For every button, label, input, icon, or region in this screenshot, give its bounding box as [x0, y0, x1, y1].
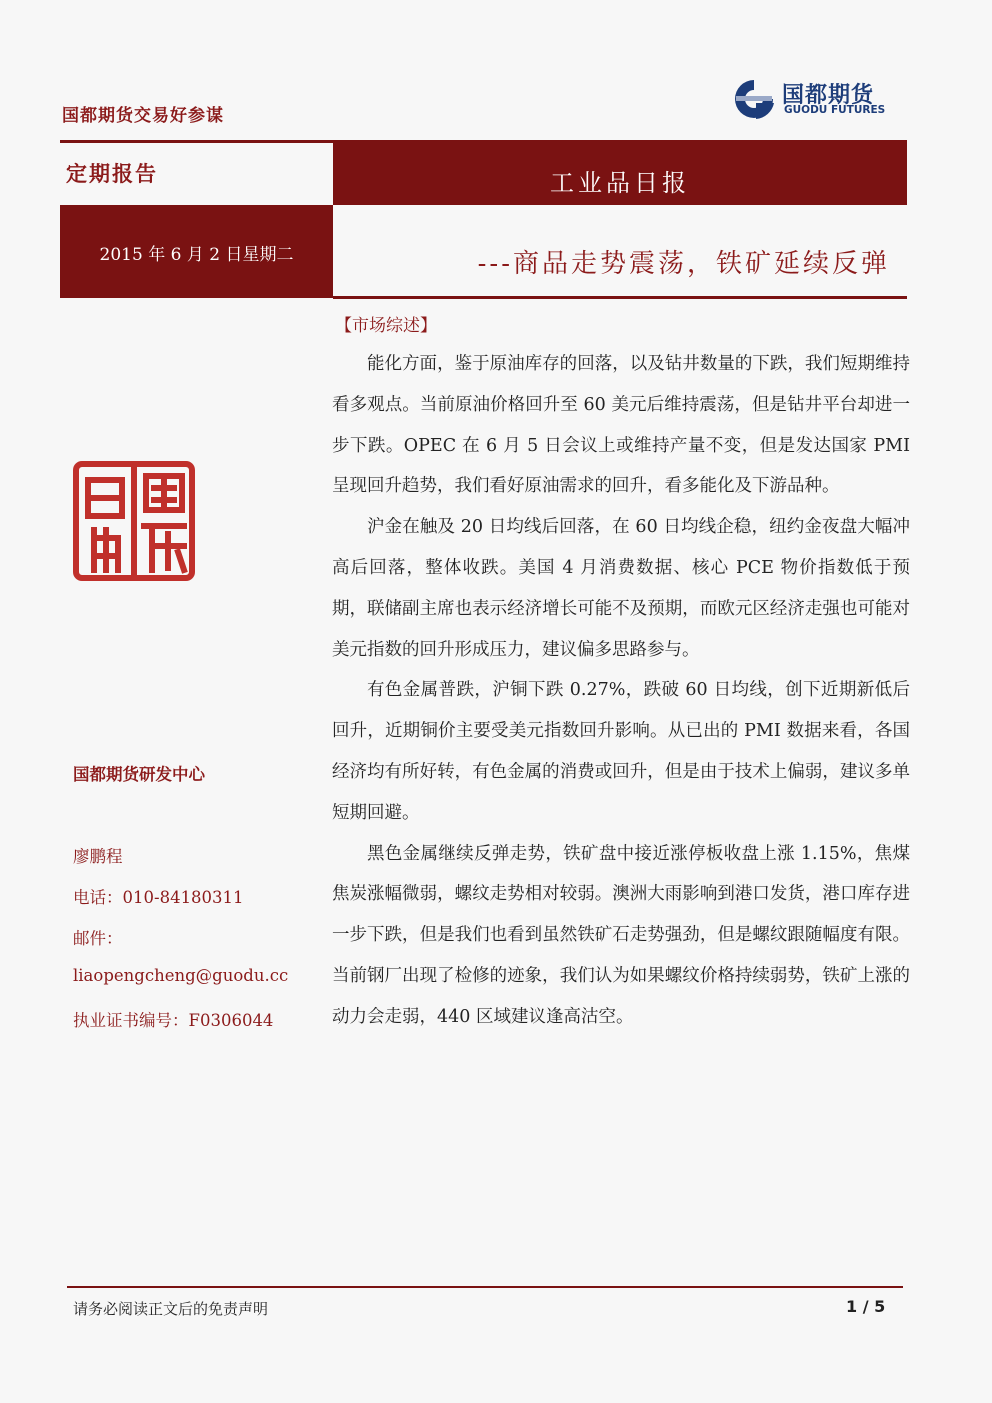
paragraph-ferrous: 黑色金属继续反弹走势，铁矿盘中接近涨停板收盘上涨 1.15%，焦煤焦炭涨幅微弱，螺纹走势相对较弱。澳洲大雨影响到港口发货，港口库存进一步下跌，但是我们也看到虽然铁矿石走势强劲，但是螺纹跟随幅度有限。当前钢厂出现了检修的迹象，我们认为如果螺纹价格持续弱势，铁矿上涨的动力会走弱，440 区域建议逢高沽空。: [332, 843, 910, 1027]
analyst-certificate: 执业证书编号：F0306044: [73, 1011, 274, 1030]
report-title: 工业品日报: [550, 169, 690, 197]
paragraph-gold: 沪金在触及 20 日均线后回落，在 60 日均线企稳，纽约金夜盘大幅冲高后回落，整体收跌。美国 4 月消费数据、核心 PCE 物价指数低于预期，联储副主席也表示经济增长可能不及预期，而欧元区经济走强也可能对美元指数的回升形成压力，建议偏多思路参与。: [332, 517, 910, 660]
analyst-mail-label: 邮件：: [73, 929, 123, 948]
section-heading: 【市场综述】: [335, 316, 437, 336]
report-date: 2015 年 6 月 2 日星期二: [99, 245, 294, 265]
analyst-email-link[interactable]: liaopengcheng@guodu.cc: [73, 966, 289, 985]
logo-mark-icon: [730, 76, 780, 122]
company-tagline: 国都期货交易好参谋: [62, 106, 224, 126]
header-bottom-rule: [333, 296, 907, 299]
paragraph-energy-chemicals: 能化方面，鉴于原油库存的回落，以及钻井数量的下跌，我们短期维持看多观点。当前原油价格回升至 60 美元后维持震荡，但是钻井平台却进一步下跌。OPEC 在 6 月 5 日会议上或维持产量不变，但是发达国家 PMI 呈现回升趋势，我们看好原油需求的回升，看多能化及下游品种。: [332, 354, 910, 497]
company-logo: [730, 76, 908, 122]
page-number: 1 / 5: [846, 1297, 886, 1316]
research-center-label: 国都期货研发中心: [73, 765, 205, 784]
report-type-label: 定期报告: [66, 161, 158, 186]
report-subtitle: ---商品走势震荡，铁矿延续反弹: [477, 249, 890, 279]
footer-disclaimer: 请务必阅读正文后的免责声明: [73, 1300, 269, 1318]
analyst-phone: 电话：010-84180311: [73, 888, 244, 907]
analyst-name: 廖鹏程: [73, 847, 123, 866]
market-overview-body: [332, 344, 910, 1038]
logo-subtext: GUODU FUTURES: [784, 104, 886, 116]
company-seal-icon: [72, 460, 196, 582]
paragraph-nonferrous: 有色金属普跌，沪铜下跌 0.27%，跌破 60 日均线，创下近期新低后回升，近期铜价主要受美元指数回升影响。从已出的 PMI 数据来看，各国经济均有所好转，有色金属的消费或回升，但是由于技术上偏弱，建议多单短期回避。: [332, 680, 910, 823]
footer-rule: [67, 1286, 903, 1288]
logo-text: 国都期货: [782, 83, 875, 108]
